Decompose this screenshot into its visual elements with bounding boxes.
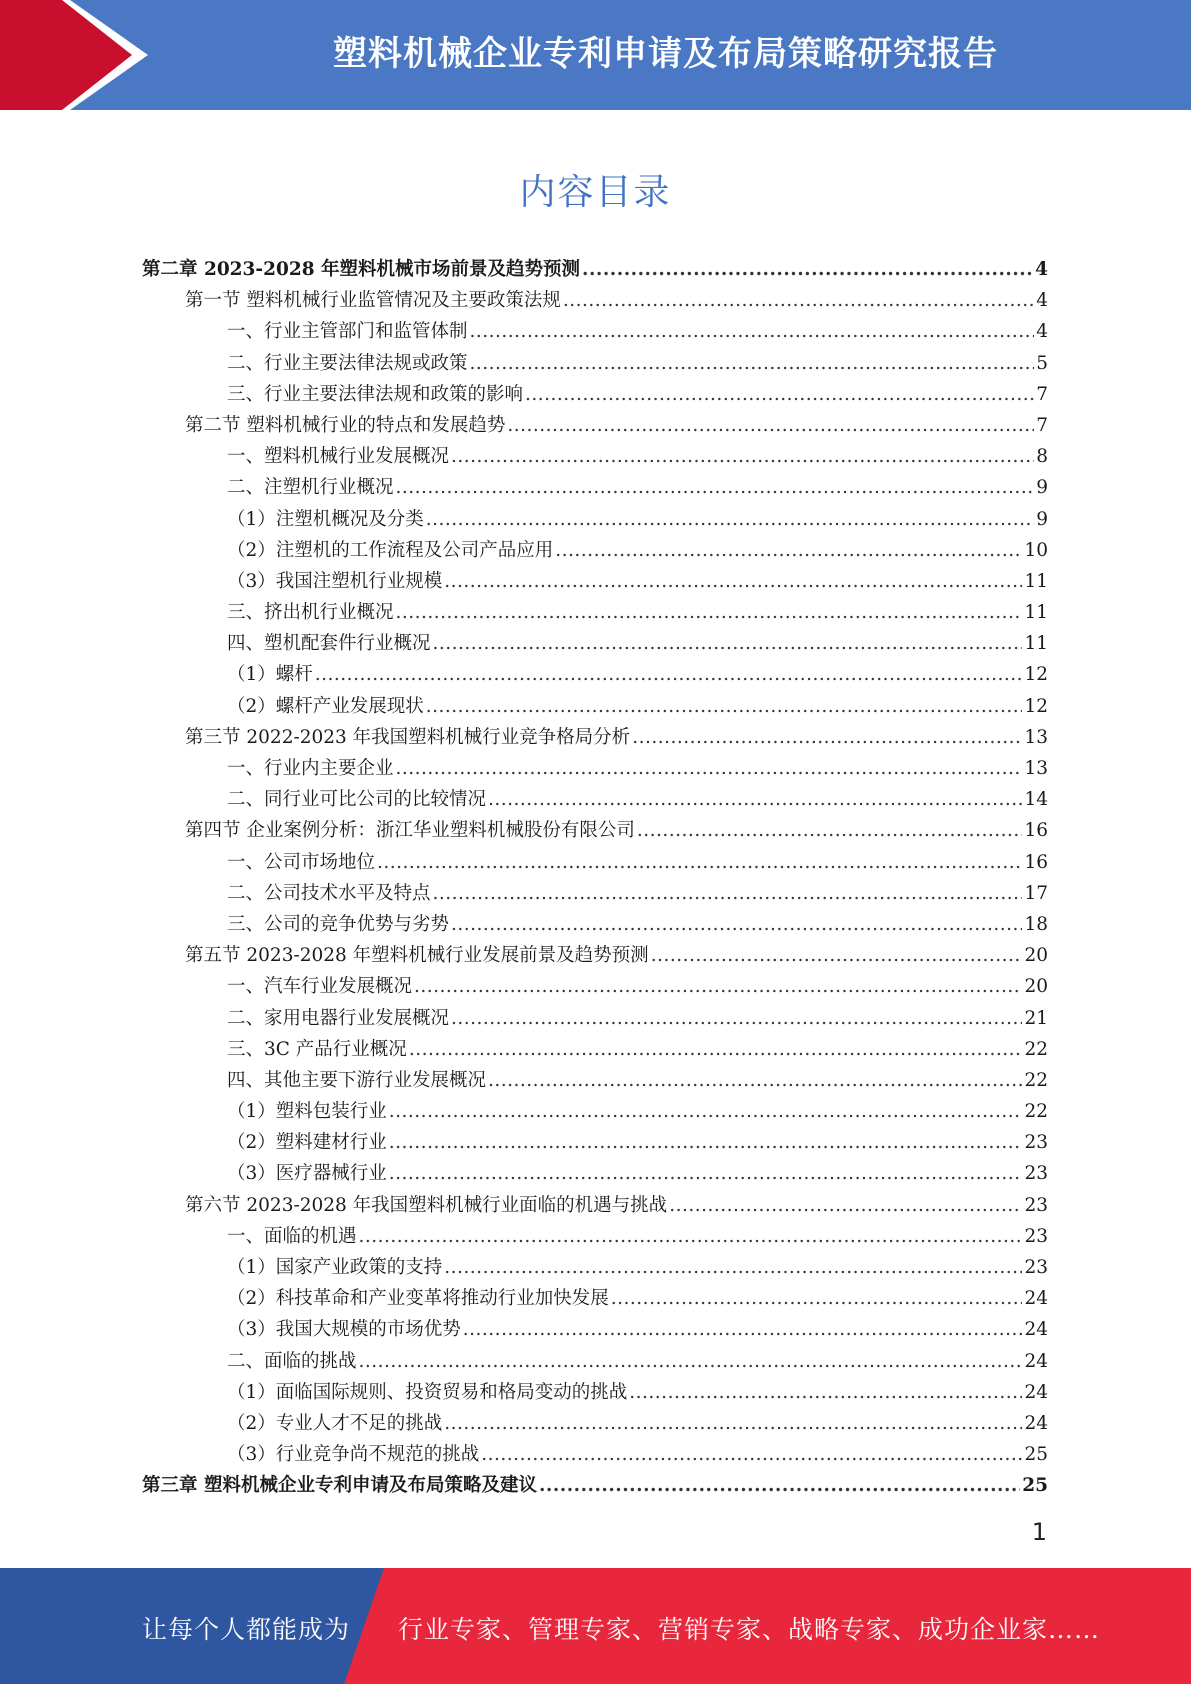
toc-entry-title: 三、3C 产品行业概况 xyxy=(227,1038,407,1060)
toc-entry-page: 13 xyxy=(1024,726,1048,748)
toc-subsection-entry[interactable] xyxy=(142,472,1048,503)
dot-leader xyxy=(451,1003,1022,1034)
dot-leader xyxy=(563,285,1034,316)
dot-leader xyxy=(451,909,1022,940)
dot-leader xyxy=(470,316,1035,347)
dot-leader xyxy=(555,535,1022,566)
toc-subsection-entry[interactable] xyxy=(142,784,1048,815)
toc-subsection-entry[interactable] xyxy=(142,971,1048,1002)
dot-leader xyxy=(451,441,1034,472)
toc-subsection-entry[interactable] xyxy=(142,847,1048,878)
toc-entry-page: 16 xyxy=(1024,851,1048,873)
toc-entry-title: 第一节 塑料机械行业监管情况及主要政策法规 xyxy=(185,290,561,312)
toc-heading: 内容目录 xyxy=(519,172,672,213)
toc-entry-page: 4 xyxy=(1035,259,1048,280)
toc-entry-page: 10 xyxy=(1024,539,1048,561)
toc-subsection-entry[interactable] xyxy=(142,348,1048,379)
toc-subsection-entry[interactable] xyxy=(142,1439,1048,1470)
toc-subsection-entry[interactable] xyxy=(142,909,1048,940)
dot-leader xyxy=(396,753,1023,784)
toc-subsection-entry[interactable] xyxy=(142,659,1048,690)
toc-section-entry[interactable] xyxy=(142,722,1048,753)
dot-leader xyxy=(444,1252,1022,1283)
toc-entry-page: 22 xyxy=(1024,1101,1048,1123)
dot-leader xyxy=(377,847,1022,878)
toc-section-entry[interactable] xyxy=(142,1190,1048,1221)
toc-subsection-entry[interactable] xyxy=(142,1221,1048,1252)
toc-section-entry[interactable] xyxy=(142,815,1048,846)
dot-leader xyxy=(444,1408,1022,1439)
toc-entry-title: 二、行业主要法律法规或政策 xyxy=(227,352,468,374)
toc-subsection-entry[interactable] xyxy=(142,379,1048,410)
toc-entry-title: （2）塑料建材行业 xyxy=(227,1132,387,1154)
dot-leader xyxy=(507,410,1034,441)
toc-section-entry[interactable] xyxy=(142,940,1048,971)
toc-entry-title: 第六节 2023-2028 年我国塑料机械行业面临的机遇与挑战 xyxy=(185,1194,668,1216)
toc-entry-title: （1）注塑机概况及分类 xyxy=(227,508,424,530)
toc-entry-page: 23 xyxy=(1024,1163,1048,1185)
toc-entry-title: 二、同行业可比公司的比较情况 xyxy=(227,789,487,811)
dot-leader xyxy=(632,722,1022,753)
toc-entry-title: （1）螺杆 xyxy=(227,664,313,686)
toc-subsection-entry[interactable] xyxy=(142,316,1048,347)
toc-entry-page: 14 xyxy=(1024,789,1048,811)
toc-entry-title: 一、公司市场地位 xyxy=(227,851,376,873)
toc-entry-title: 四、其他主要下游行业发展概况 xyxy=(227,1069,487,1091)
toc-entry-title: （2）注塑机的工作流程及公司产品应用 xyxy=(227,539,554,561)
toc-chapter-entry[interactable] xyxy=(142,1470,1048,1501)
toc-entry-page: 25 xyxy=(1022,1475,1048,1497)
toc-entry-title: 三、行业主要法律法规和政策的影响 xyxy=(227,383,524,405)
toc-chapter-entry[interactable] xyxy=(142,254,1048,285)
toc-entry-page: 7 xyxy=(1036,383,1048,405)
toc-entry-page: 23 xyxy=(1024,1194,1048,1216)
footer-banner xyxy=(0,1568,1191,1684)
toc-subsection-entry[interactable] xyxy=(142,597,1048,628)
toc-entry-title: 四、塑机配套件行业概况 xyxy=(227,633,431,655)
toc-entry-page: 21 xyxy=(1024,1007,1048,1029)
toc-entry-page: 17 xyxy=(1024,882,1048,904)
toc-subsection-entry[interactable] xyxy=(142,628,1048,659)
report-title: 塑料机械企业专利申请及布局策略研究报告 xyxy=(333,34,998,74)
toc-entry-title: 第五节 2023-2028 年塑料机械行业发展前景及趋势预测 xyxy=(185,945,649,967)
toc-subsection-entry[interactable] xyxy=(142,753,1048,784)
dot-leader xyxy=(582,254,1033,285)
toc-entry-page: 11 xyxy=(1024,602,1048,624)
toc-entry-title: （3）我国注塑机行业规模 xyxy=(227,570,443,592)
toc-entry-title: 一、行业主管部门和监管体制 xyxy=(227,321,468,343)
toc-entry-title: 一、汽车行业发展概况 xyxy=(227,976,413,998)
dot-leader xyxy=(481,1439,1022,1470)
dot-leader xyxy=(414,971,1022,1002)
toc-entry-page: 25 xyxy=(1024,1444,1048,1466)
dot-leader xyxy=(426,504,1034,535)
page-number: 1 xyxy=(1031,1518,1047,1546)
toc-entry-page: 20 xyxy=(1024,976,1048,998)
toc-subsection-entry[interactable] xyxy=(142,878,1048,909)
dot-leader xyxy=(525,379,1034,410)
dot-leader xyxy=(463,1314,1023,1345)
header-banner xyxy=(0,0,1191,110)
dot-leader xyxy=(444,566,1022,597)
dot-leader xyxy=(396,597,1023,628)
toc-entry-page: 9 xyxy=(1036,508,1048,530)
toc-entry-page: 9 xyxy=(1036,477,1048,499)
toc-entry-title: （2）科技革命和产业变革将推动行业加快发展 xyxy=(227,1288,609,1310)
toc-entry-page: 24 xyxy=(1024,1350,1048,1372)
toc-entry-page: 4 xyxy=(1036,321,1048,343)
dot-leader xyxy=(611,1283,1023,1314)
toc-entry-title: （1）面临国际规则、投资贸易和格局变动的挑战 xyxy=(227,1381,628,1403)
toc-entry-page: 11 xyxy=(1024,633,1048,655)
toc-entry-title: 二、面临的挑战 xyxy=(227,1350,357,1372)
footer-slogan-left: 让每个人都能成为 xyxy=(142,1615,351,1644)
dot-leader xyxy=(389,1127,1023,1158)
toc-subsection-entry[interactable] xyxy=(142,1096,1048,1127)
table-of-contents xyxy=(142,254,1048,1502)
dot-leader xyxy=(426,691,1023,722)
dot-leader xyxy=(359,1346,1023,1377)
footer-slogan-right: 行业专家、管理专家、营销专家、战略专家、成功企业家…… xyxy=(398,1615,1101,1644)
toc-subsection-entry[interactable] xyxy=(142,691,1048,722)
toc-entry-title: 三、公司的竞争优势与劣势 xyxy=(227,913,450,935)
toc-subsection-entry[interactable] xyxy=(142,441,1048,472)
toc-entry-page: 5 xyxy=(1036,352,1048,374)
dot-leader xyxy=(359,1221,1023,1252)
dot-leader xyxy=(637,815,1023,846)
toc-entry-page: 23 xyxy=(1024,1257,1048,1278)
toc-entry-page: 12 xyxy=(1024,695,1048,717)
toc-entry-page: 22 xyxy=(1024,1038,1048,1060)
dot-leader xyxy=(315,659,1023,690)
dot-leader xyxy=(488,784,1022,815)
toc-entry-page: 16 xyxy=(1024,820,1048,842)
toc-subsection-entry[interactable] xyxy=(142,1252,1048,1283)
dot-leader xyxy=(433,628,1023,659)
toc-section-entry[interactable] xyxy=(142,285,1048,316)
toc-subsection-entry[interactable] xyxy=(142,1127,1048,1158)
toc-entry-title: 第四节 企业案例分析：浙江华业塑料机械股份有限公司 xyxy=(185,820,635,842)
toc-entry-page: 13 xyxy=(1024,758,1048,779)
toc-entry-title: 二、家用电器行业发展概况 xyxy=(227,1007,450,1029)
toc-entry-title: 第二节 塑料机械行业的特点和发展趋势 xyxy=(185,414,506,436)
toc-entry-page: 24 xyxy=(1024,1319,1048,1341)
toc-entry-page: 8 xyxy=(1036,446,1048,468)
toc-entry-title: （3）行业竞争尚不规范的挑战 xyxy=(227,1444,480,1466)
toc-entry-page: 18 xyxy=(1024,913,1048,935)
toc-section-entry[interactable] xyxy=(142,410,1048,441)
toc-entry-page: 7 xyxy=(1036,414,1048,436)
toc-entry-page: 23 xyxy=(1024,1225,1048,1247)
toc-entry-title: （2）专业人才不足的挑战 xyxy=(227,1412,443,1434)
toc-subsection-entry[interactable] xyxy=(142,1158,1048,1189)
toc-entry-title: 第三节 2022-2023 年我国塑料机械行业竞争格局分析 xyxy=(185,726,631,748)
toc-entry-title: 一、面临的机遇 xyxy=(227,1225,357,1247)
toc-entry-page: 24 xyxy=(1024,1288,1048,1310)
toc-entry-page: 24 xyxy=(1024,1381,1048,1403)
toc-entry-page: 22 xyxy=(1024,1069,1048,1091)
dot-leader xyxy=(470,348,1035,379)
toc-entry-page: 12 xyxy=(1024,664,1048,686)
toc-subsection-entry[interactable] xyxy=(142,1283,1048,1314)
toc-entry-title: 第二章 2023-2028 年塑料机械市场前景及趋势预测 xyxy=(142,259,581,280)
toc-entry-title: 一、行业内主要企业 xyxy=(227,758,394,779)
red-chevron-icon xyxy=(0,0,160,110)
toc-subsection-entry[interactable] xyxy=(142,566,1048,597)
toc-entry-title: 二、公司技术水平及特点 xyxy=(227,882,431,904)
dot-leader xyxy=(488,1065,1022,1096)
toc-entry-title: 三、挤出机行业概况 xyxy=(227,602,394,624)
toc-entry-page: 4 xyxy=(1036,290,1048,312)
toc-subsection-entry[interactable] xyxy=(142,1314,1048,1345)
dot-leader xyxy=(389,1158,1023,1189)
toc-entry-title: 一、塑料机械行业发展概况 xyxy=(227,446,450,468)
toc-entry-page: 23 xyxy=(1024,1132,1048,1154)
toc-subsection-entry[interactable] xyxy=(142,1065,1048,1096)
toc-entry-title: 二、注塑机行业概况 xyxy=(227,477,394,499)
toc-entry-title: （3）我国大规模的市场优势 xyxy=(227,1319,461,1341)
toc-subsection-entry[interactable] xyxy=(142,1346,1048,1377)
dot-leader xyxy=(669,1190,1022,1221)
dot-leader xyxy=(433,878,1023,909)
toc-subsection-entry[interactable] xyxy=(142,504,1048,535)
dot-leader xyxy=(409,1034,1023,1065)
toc-subsection-entry[interactable] xyxy=(142,1003,1048,1034)
dot-leader xyxy=(389,1096,1023,1127)
toc-subsection-entry[interactable] xyxy=(142,535,1048,566)
dot-leader xyxy=(396,472,1035,503)
toc-entry-title: （2）螺杆产业发展现状 xyxy=(227,695,424,717)
toc-entry-page: 11 xyxy=(1024,570,1048,592)
toc-entry-title: （3）医疗器械行业 xyxy=(227,1163,387,1185)
toc-subsection-entry[interactable] xyxy=(142,1408,1048,1439)
toc-entry-title: 第三章 塑料机械企业专利申请及布局策略及建议 xyxy=(142,1475,537,1497)
toc-entry-page: 20 xyxy=(1024,945,1048,967)
toc-subsection-entry[interactable] xyxy=(142,1377,1048,1408)
toc-entry-page: 24 xyxy=(1024,1412,1048,1434)
dot-leader xyxy=(629,1377,1022,1408)
toc-entry-title: （1）塑料包装行业 xyxy=(227,1101,387,1123)
dot-leader xyxy=(539,1470,1020,1501)
toc-entry-title: （1）国家产业政策的支持 xyxy=(227,1257,443,1278)
dot-leader xyxy=(651,940,1023,971)
toc-subsection-entry[interactable] xyxy=(142,1034,1048,1065)
